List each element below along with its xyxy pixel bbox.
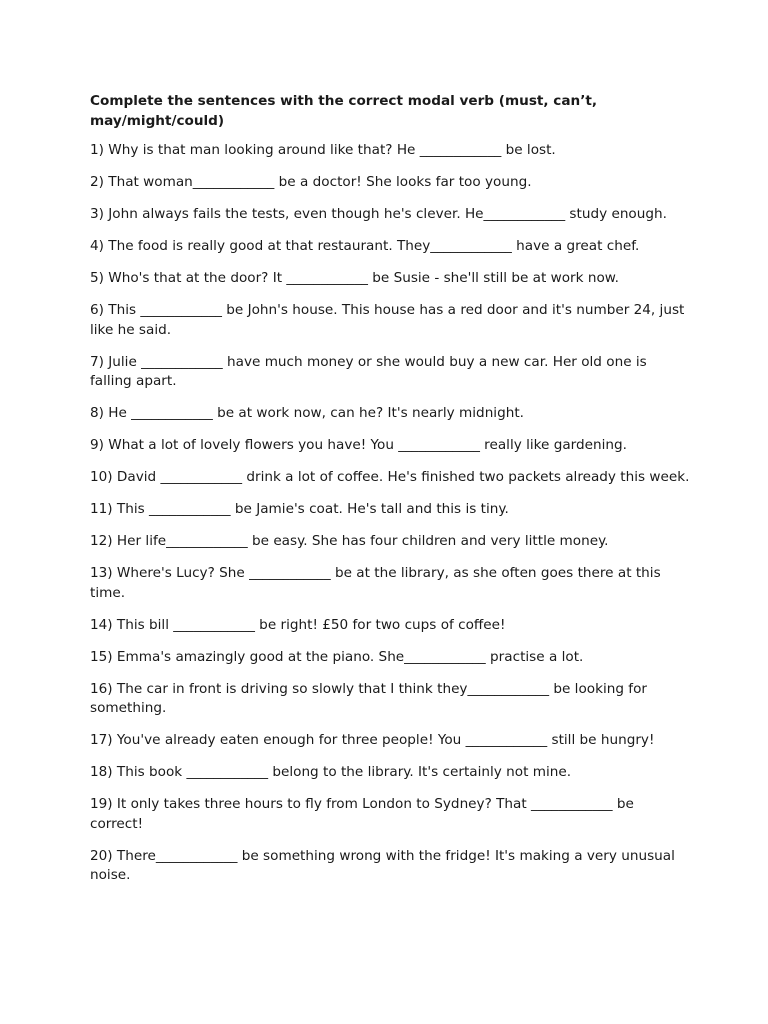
worksheet-heading: Complete the sentences with the correct modal verb (must, can’t, may/might/could) <box>90 93 598 129</box>
sentence-item: 20) There____________ be something wrong with the fridge! It's making a very unusual noise. <box>90 847 675 883</box>
sentence-item: 11) This ____________ be Jamie's coat. He's tall and this is tiny. <box>90 501 509 517</box>
sentence-item: 17) You've already eaten enough for three people! You ____________ still be hungry! <box>90 732 655 748</box>
sentence-item: 3) John always fails the tests, even though he's clever. He____________ study enough. <box>90 206 667 222</box>
sentence-item: 4) The food is really good at that restaurant. They____________ have a great chef. <box>90 238 640 254</box>
sentence-item: 16) The car in front is driving so slowly that I think they____________ be looking for something. <box>90 680 647 716</box>
sentence-item: 6) This ____________ be John's house. This house has a red door and it's number 24, just like he said. <box>90 302 685 338</box>
sentence-item: 8) He ____________ be at work now, can he? It's nearly midnight. <box>90 405 524 421</box>
sentence-item: 7) Julie ____________ have much money or she would buy a new car. Her old one is falling apart. <box>90 353 647 389</box>
sentence-item: 18) This book ____________ belong to the library. It's certainly not mine. <box>90 764 572 780</box>
sentence-item: 12) Her life____________ be easy. She has four children and very little money. <box>90 533 609 549</box>
sentence-item: 19) It only takes three hours to fly from London to Sydney? That ____________ be correct! <box>90 796 634 832</box>
sentence-item: 5) Who's that at the door? It ____________ be Susie - she'll still be at work now. <box>90 270 619 286</box>
sentence-item: 2) That woman____________ be a doctor! She looks far too young. <box>90 174 532 190</box>
sentence-item: 14) This bill ____________ be right! £50 for two cups of coffee! <box>90 616 506 633</box>
sentence-item: 13) Where's Lucy? She ____________ be at the library, as she often goes there at this time. <box>90 565 661 601</box>
sentence-item: 15) Emma's amazingly good at the piano. She____________ practise a lot. <box>90 648 584 665</box>
sentence-item: 1) Why is that man looking around like that? He ____________ be lost. <box>90 142 556 158</box>
sentence-item: 10) David ____________ drink a lot of coffee. He's finished two packets already this week. <box>90 469 690 485</box>
worksheet <box>90 92 690 898</box>
sentence-item: 9) What a lot of lovely flowers you have! You ____________ really like gardening. <box>90 437 627 453</box>
